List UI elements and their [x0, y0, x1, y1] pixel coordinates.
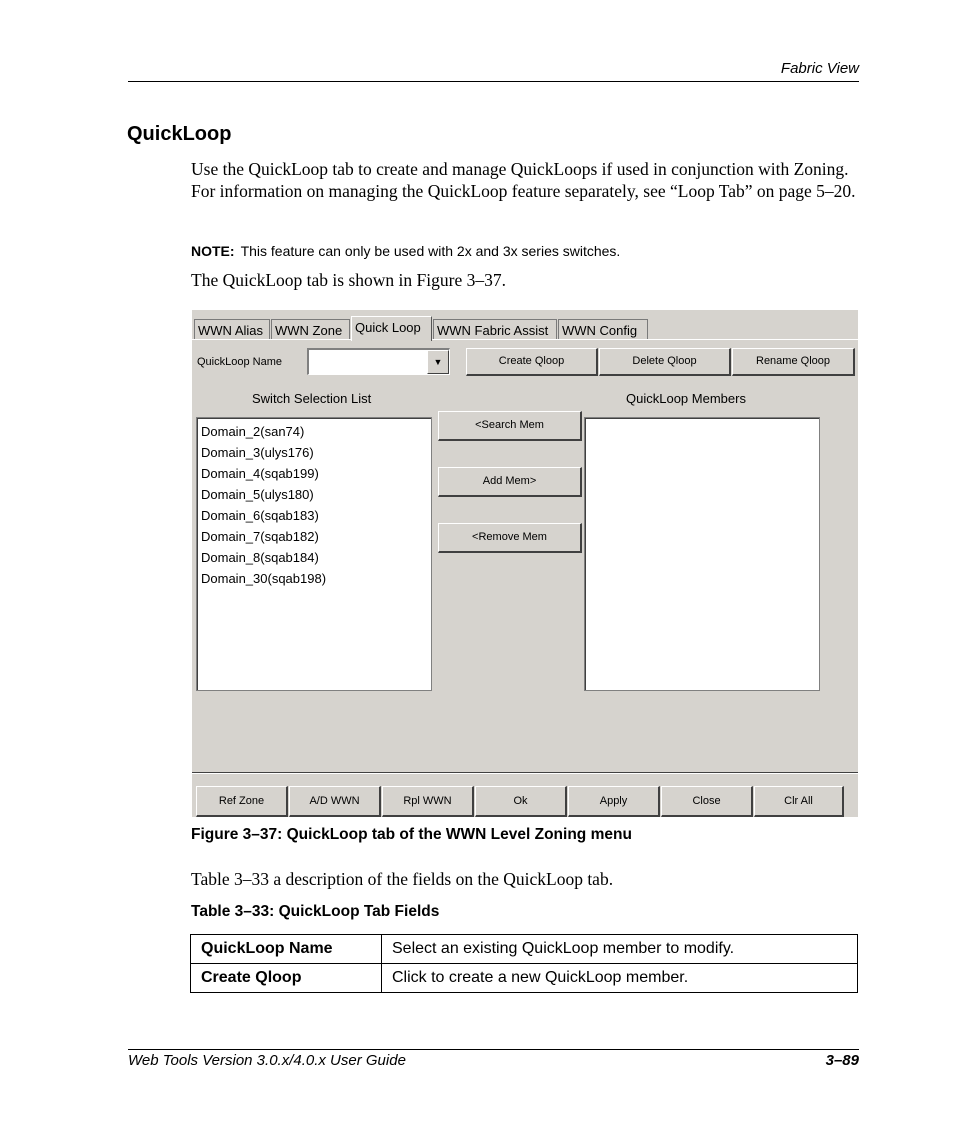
bottom-separator [192, 772, 858, 774]
list-item[interactable]: Domain_8(sqab184) [201, 550, 319, 565]
field-description-cell: Click to create a new QuickLoop member. [382, 964, 858, 993]
table-intro-text: Table 3–33 a description of the fields on the QuickLoop tab. [191, 869, 614, 889]
figure-caption: Figure 3–37: QuickLoop tab of the WWN Level Zoning menu [191, 826, 632, 843]
apply-button[interactable]: Apply [568, 786, 660, 817]
list-item[interactable]: Domain_30(sqab198) [201, 571, 327, 586]
rename-qloop-button[interactable]: Rename Qloop [732, 348, 855, 376]
header-rule [128, 81, 859, 82]
list-item[interactable]: Domain_4(sqab199) [201, 466, 319, 481]
quickloop-name-label: QuickLoop Name [197, 356, 282, 368]
tab-wwn-config[interactable]: WWN Config [558, 319, 648, 340]
tab-wwn-zone[interactable]: WWN Zone [271, 319, 350, 340]
footer-rule [128, 1049, 859, 1050]
list-item[interactable]: Domain_5(ulys180) [201, 487, 314, 502]
running-header: Fabric View [780, 60, 859, 77]
close-button[interactable]: Close [661, 786, 753, 817]
table-row [191, 935, 858, 964]
table-caption: Table 3–33: QuickLoop Tab Fields [191, 903, 440, 920]
page-number: 3–89 [825, 1052, 859, 1069]
list-item[interactable]: Domain_3(ulys176) [201, 445, 314, 460]
footer-title: Web Tools Version 3.0.x/4.0.x User Guide [128, 1052, 406, 1069]
list-item[interactable]: Domain_2(san74) [201, 424, 305, 439]
quickloop-name-select[interactable] [307, 348, 450, 375]
section-heading: QuickLoop [127, 123, 232, 145]
intro-paragraph: Use the QuickLoop tab to create and manage QuickLoops if used in conjunction with Zoning. For information on managing the QuickLoop feature separately, see “Loop Tab” on page 5–20. [191, 159, 856, 201]
remove-mem-button[interactable]: <Remove Mem [438, 523, 582, 553]
field-name-cell: Create Qloop [191, 964, 382, 993]
figure-reference-text: The QuickLoop tab is shown in Figure 3–37. [191, 270, 506, 290]
field-description-cell: Select an existing QuickLoop member to modify. [382, 935, 858, 964]
quickloop-tab-screenshot [192, 310, 858, 817]
ad-wwn-button[interactable]: A/D WWN [289, 786, 381, 817]
note-label: NOTE: [191, 243, 235, 259]
clr-all-button[interactable]: Clr All [754, 786, 844, 817]
switch-selection-list[interactable] [196, 417, 432, 691]
tab-wwn-alias[interactable]: WWN Alias [194, 319, 270, 340]
table-row [191, 964, 858, 993]
list-item[interactable]: Domain_6(sqab183) [201, 508, 319, 523]
tab-quick-loop[interactable]: Quick Loop [351, 316, 432, 341]
tab-wwn-fabric-assist[interactable]: WWN Fabric Assist [433, 319, 557, 340]
ref-zone-button[interactable]: Ref Zone [196, 786, 288, 817]
create-qloop-button[interactable]: Create Qloop [466, 348, 598, 376]
tab-baseline [192, 339, 858, 340]
note [191, 243, 620, 259]
members-list-title: QuickLoop Members [626, 391, 746, 406]
field-name-cell: QuickLoop Name [191, 935, 382, 964]
delete-qloop-button[interactable]: Delete Qloop [599, 348, 731, 376]
quickloop-fields-table [190, 934, 858, 993]
search-mem-button[interactable]: <Search Mem [438, 411, 582, 441]
note-text: This feature can only be used with 2x and 3x series switches. [240, 243, 621, 259]
quickloop-members-list[interactable] [584, 417, 820, 691]
dropdown-arrow-icon[interactable]: ▼ [427, 350, 449, 374]
switch-list-title: Switch Selection List [252, 391, 372, 406]
add-mem-button[interactable]: Add Mem> [438, 467, 582, 497]
ok-button[interactable]: Ok [475, 786, 567, 817]
rpl-wwn-button[interactable]: Rpl WWN [382, 786, 474, 817]
list-item[interactable]: Domain_7(sqab182) [201, 529, 319, 544]
